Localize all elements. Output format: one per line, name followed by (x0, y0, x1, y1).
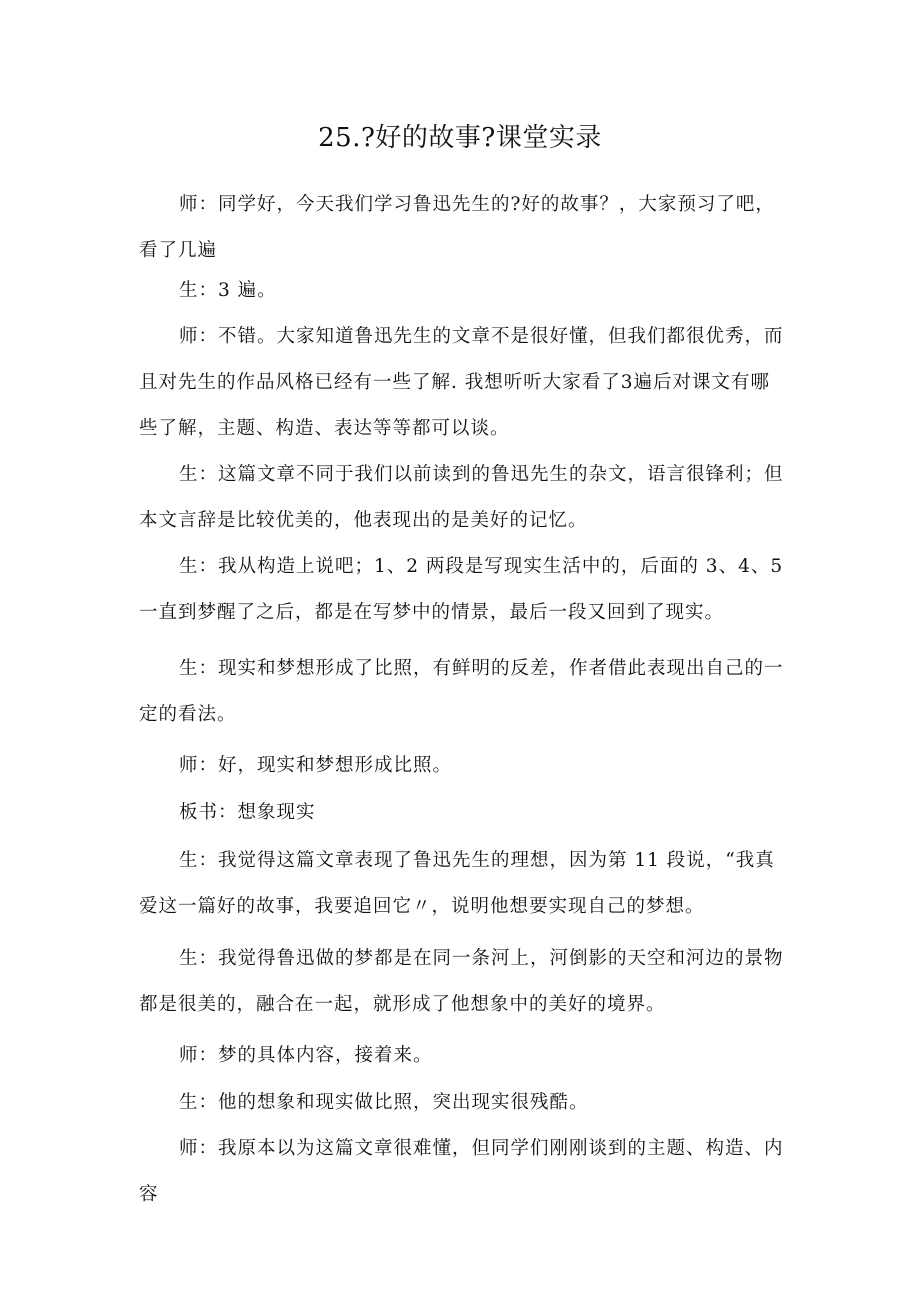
paragraph-9: 生：我觉得这篇文章表现了鲁迅先生的理想，因为第 11 段说，“我真爱这一篇好的故事，我要追回它〃，说明他想要实现自己的梦想。 (139, 850, 775, 917)
paragraph-13: 师：我原本以为这篇文章很难懂，但同学们刚刚谈到的主题、构造、内容 (139, 1138, 784, 1205)
paragraph-4: 生：这篇文章不同于我们以前读到的鲁迅先生的杂文，语言很锋利；但本文言辞是比较优美的，他表现出的是美好的记忆。 (139, 464, 784, 531)
paragraph-2: 生：3 遍。 (179, 280, 277, 301)
document-title: 25.?好的故事?课堂实录 (318, 123, 602, 153)
paragraph-10: 生：我觉得鲁迅做的梦都是在同一条河上，河倒影的天空和河边的景物都是很美的，融合在一起，就形成了他想象中的美好的境界。 (139, 948, 784, 1015)
paragraph-5: 生：我从构造上说吧；1、2 两段是写现实生活中的，后面的 3、4、5 一直到梦醒了之后，都是在写梦中的情景，最后一段又回到了现实。 (139, 556, 784, 623)
paragraph-8: 板书：想象现实 (179, 802, 316, 823)
paragraph-1: 师：同学好，今天我们学习鲁迅先生的?好的故事？，大家预习了吧，看了几遍 (139, 194, 775, 261)
paragraph-7: 师：好，现实和梦想形成比照。 (179, 755, 453, 776)
paragraph-3: 师：不错。大家知道鲁迅先生的文章不是很好懂，但我们都很优秀，而且对先生的作品风格已经有一些了解. 我想听听大家看了3遍后对课文有哪些了解，主题、构造、表达等等都可以谈。 (139, 326, 784, 439)
paragraph-12: 生：他的想象和现实做比照，突出现实很残酷。 (179, 1092, 589, 1113)
paragraph-11: 师：梦的具体内容，接着来。 (179, 1045, 433, 1066)
paragraph-6: 生：现实和梦想形成了比照，有鲜明的反差，作者借此表现出自己的一定的看法。 (139, 658, 784, 725)
